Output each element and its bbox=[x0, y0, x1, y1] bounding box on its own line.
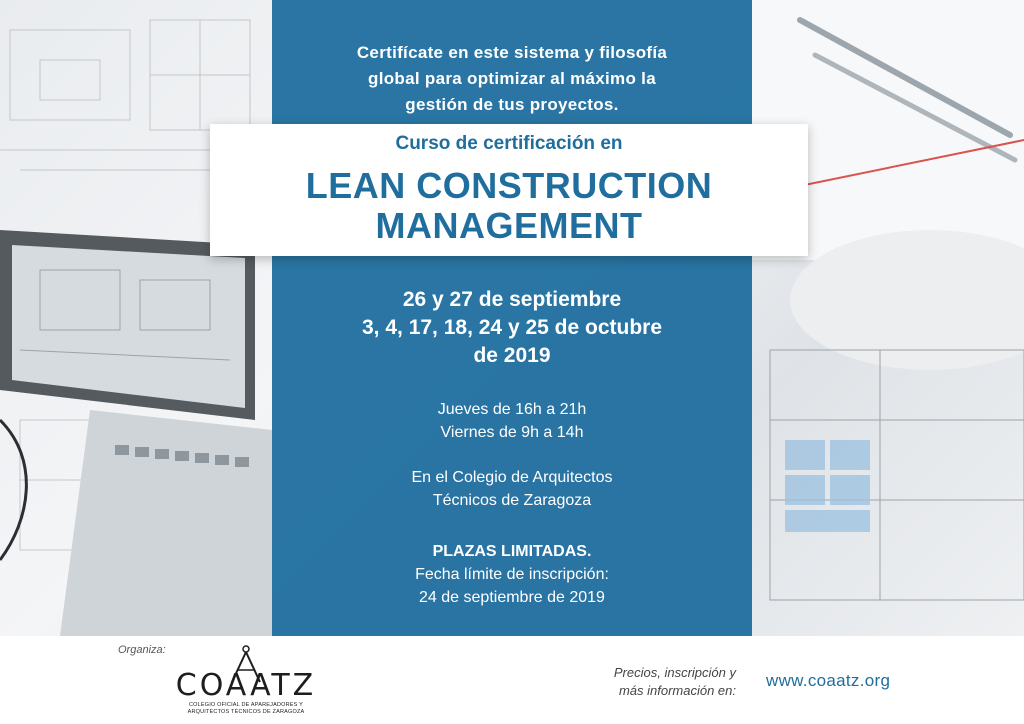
intro-line: Certifícate en este sistema y filosofía bbox=[356, 43, 668, 62]
organiza-label: Organiza: bbox=[118, 644, 166, 656]
logo-caption bbox=[172, 702, 320, 716]
intro-line: gestión de tus proyectos. bbox=[405, 95, 619, 114]
more-info-label bbox=[560, 664, 736, 700]
logo-caption-line: ARQUITECTOS TÉCNICOS DE ZARAGOZA bbox=[187, 709, 305, 715]
course-dates bbox=[272, 286, 752, 370]
schedule-line: Jueves de 16h a 21h bbox=[437, 401, 587, 418]
intro-line: global para optimizar al máximo la bbox=[368, 69, 656, 88]
website-link[interactable]: www.coaatz.org bbox=[766, 671, 891, 690]
intro-text bbox=[272, 40, 752, 118]
limited-places-notice: PLAZAS LIMITADAS. bbox=[432, 543, 592, 560]
title-card bbox=[210, 124, 808, 256]
schedule bbox=[272, 398, 752, 444]
dates-line: 3, 4, 17, 18, 24 y 25 de octubre bbox=[362, 316, 662, 339]
dates-line: de 2019 bbox=[473, 344, 551, 367]
course-title-line: MANAGEMENT bbox=[375, 205, 643, 246]
info-line: más información en: bbox=[618, 683, 736, 698]
course-title-line: LEAN CONSTRUCTION bbox=[305, 165, 713, 206]
footer bbox=[0, 636, 1024, 724]
venue-line: En el Colegio de Arquitectos bbox=[411, 469, 613, 486]
info-line: Precios, inscripción y bbox=[613, 665, 736, 680]
registration-info bbox=[272, 540, 752, 609]
logo-wordmark: COAATZ bbox=[175, 668, 317, 703]
deadline-line: 24 de septiembre de 2019 bbox=[419, 589, 605, 606]
course-title bbox=[210, 166, 808, 246]
coaatz-logo bbox=[172, 644, 320, 720]
venue bbox=[272, 466, 752, 512]
schedule-line: Viernes de 9h a 14h bbox=[440, 424, 584, 441]
logo-caption-line: COLEGIO OFICIAL DE APAREJADORES Y bbox=[188, 702, 304, 708]
venue-line: Técnicos de Zaragoza bbox=[432, 492, 592, 509]
dates-line: 26 y 27 de septiembre bbox=[402, 288, 622, 311]
deadline-line: Fecha límite de inscripción: bbox=[415, 566, 609, 583]
course-subtitle: Curso de certificación en bbox=[395, 133, 623, 154]
